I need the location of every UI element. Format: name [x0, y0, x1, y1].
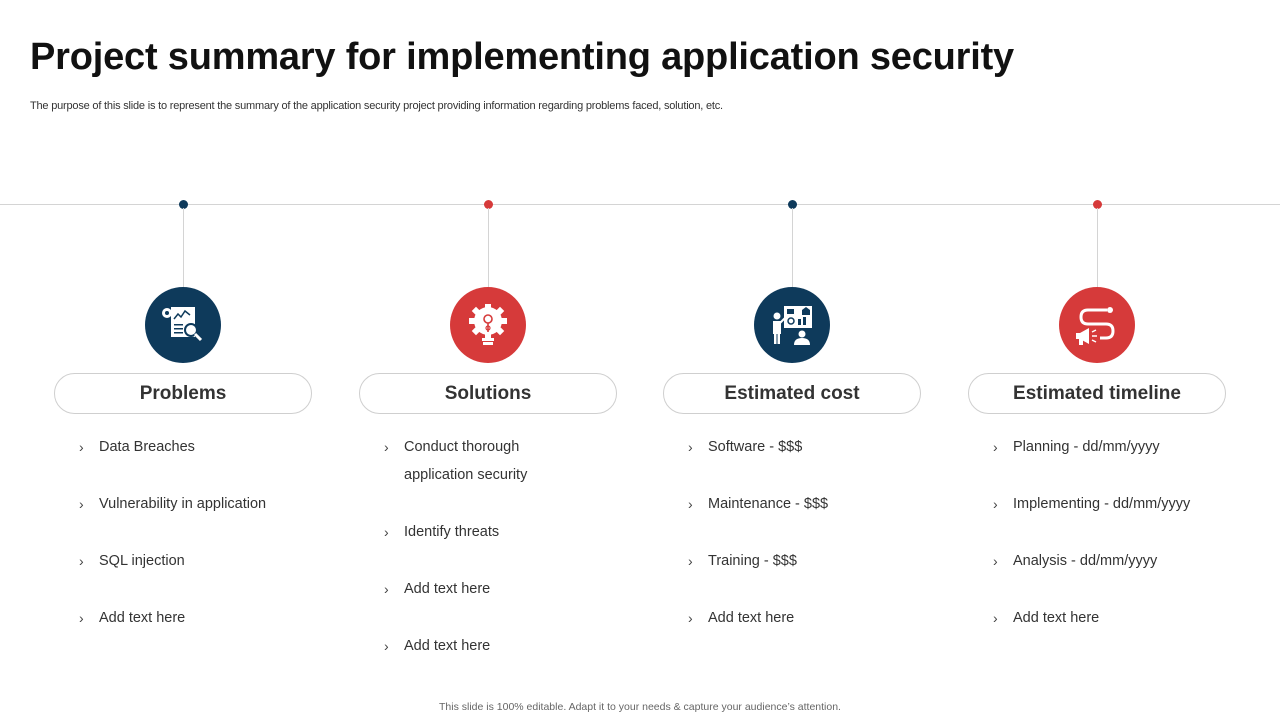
list-item: › Vulnerability in application — [79, 490, 313, 518]
chevron-right-icon: › — [79, 553, 84, 569]
page-title: Project summary for implementing application security — [30, 36, 1014, 78]
list-item: › Add text here — [384, 575, 618, 603]
list-item: › Identify threats — [384, 518, 618, 546]
chevron-right-icon: › — [993, 553, 998, 569]
chevron-right-icon: › — [688, 496, 693, 512]
column-title: Problems — [54, 373, 312, 414]
chevron-right-icon: › — [384, 581, 389, 597]
column-title: Solutions — [359, 373, 617, 414]
item-list — [79, 433, 313, 661]
icon-circle — [145, 287, 221, 363]
chevron-right-icon: › — [688, 610, 693, 626]
footer-note: This slide is 100% editable. Adapt it to your needs & capture your audience’s attention. — [439, 701, 841, 713]
list-item: › Analysis - dd/mm/yyyy — [993, 547, 1227, 575]
chevron-right-icon: › — [688, 439, 693, 455]
chevron-right-icon: › — [384, 524, 389, 540]
gear-lightbulb-icon — [465, 302, 511, 348]
item-list — [384, 433, 618, 689]
roadmap-megaphone-icon — [1074, 302, 1120, 348]
timeline-connector — [488, 208, 489, 288]
timeline-connector — [792, 208, 793, 288]
chevron-right-icon: › — [688, 553, 693, 569]
icon-circle — [1059, 287, 1135, 363]
list-item: › Conduct thorough application security — [384, 433, 618, 489]
chevron-right-icon: › — [384, 439, 389, 455]
presentation-meeting-icon — [769, 302, 815, 348]
list-item: › Planning - dd/mm/yyyy — [993, 433, 1227, 461]
list-item: › Data Breaches — [79, 433, 313, 461]
timeline-connector — [183, 208, 184, 288]
column-title: Estimated cost — [663, 373, 921, 414]
chevron-right-icon: › — [993, 439, 998, 455]
item-list — [688, 433, 922, 661]
timeline-connector — [1097, 208, 1098, 288]
list-item: › Implementing - dd/mm/yyyy — [993, 490, 1227, 518]
timeline-line — [0, 204, 1280, 205]
chevron-right-icon: › — [384, 638, 389, 654]
list-item: › SQL injection — [79, 547, 313, 575]
chevron-right-icon: › — [79, 439, 84, 455]
list-item: › Training - $$$ — [688, 547, 922, 575]
chevron-right-icon: › — [993, 610, 998, 626]
icon-circle — [450, 287, 526, 363]
list-item: › Add text here — [79, 604, 313, 632]
list-item: › Add text here — [688, 604, 922, 632]
chevron-right-icon: › — [993, 496, 998, 512]
chevron-right-icon: › — [79, 610, 84, 626]
page-subtitle: The purpose of this slide is to represent the summary of the application security project providing information regarding problems faced, solution, etc. — [30, 100, 723, 112]
item-list — [993, 433, 1227, 661]
list-item: › Software - $$$ — [688, 433, 922, 461]
chevron-right-icon: › — [79, 496, 84, 512]
list-item: › Add text here — [384, 632, 618, 660]
icon-circle — [754, 287, 830, 363]
report-search-icon — [160, 302, 206, 348]
column-title: Estimated timeline — [968, 373, 1226, 414]
list-item: › Add text here — [993, 604, 1227, 632]
list-item: › Maintenance - $$$ — [688, 490, 922, 518]
